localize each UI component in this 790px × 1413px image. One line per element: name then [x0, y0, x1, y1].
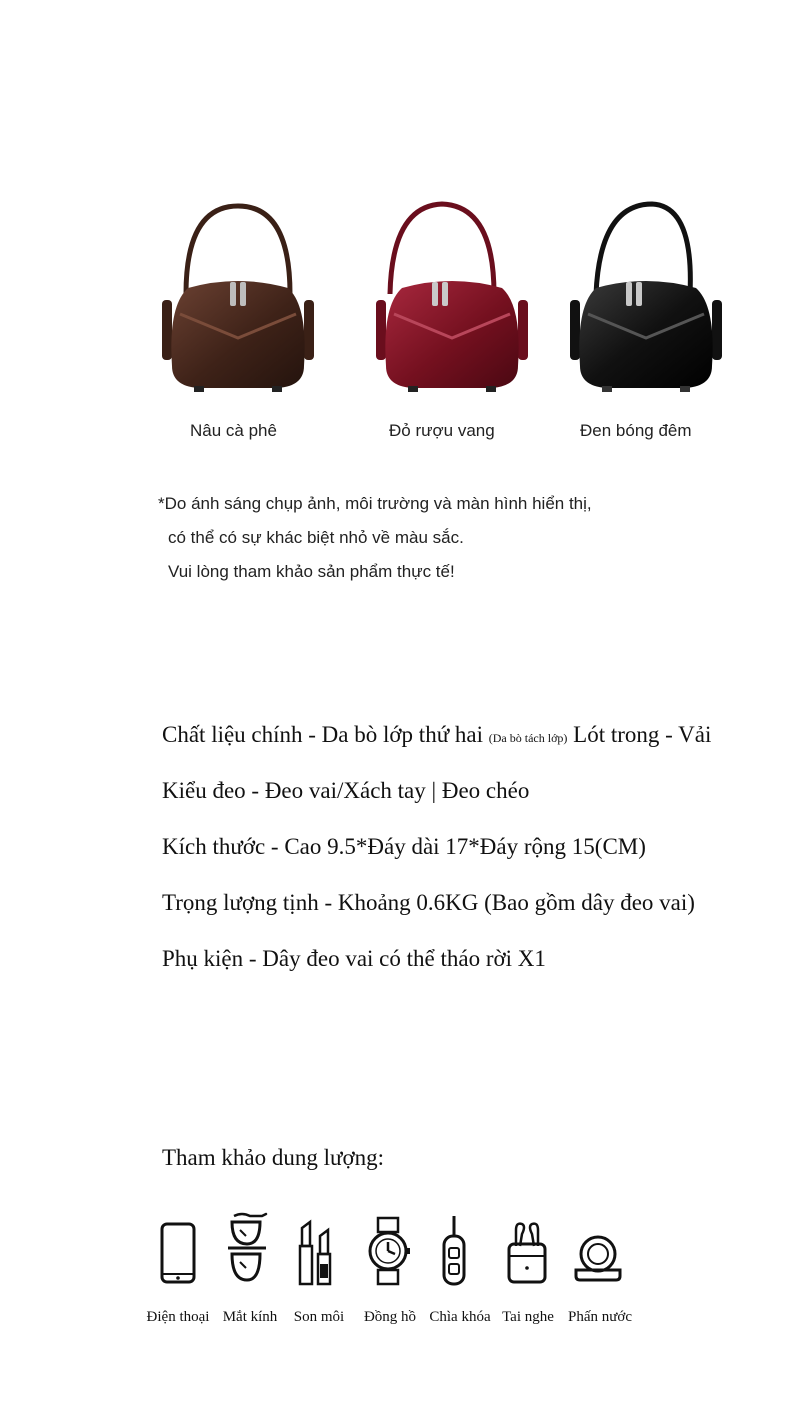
spec-accessory: Phụ kiện - Dây đeo vai có thể tháo rời X1 — [162, 946, 546, 971]
capacity-label-compact: Phấn nước — [568, 1309, 632, 1325]
capacity-label-watch: Đồng hồ — [363, 1309, 417, 1325]
capacity-label-earbuds: Tai nghe — [502, 1309, 554, 1325]
capacity-label-phone: Điện thoại — [146, 1309, 210, 1325]
bag-image-red — [372, 196, 532, 401]
car-key-icon — [432, 1212, 488, 1288]
compact-icon — [570, 1212, 626, 1288]
color-label-red: Đỏ rượu vang — [389, 421, 495, 440]
capacity-label-lipstick: Son môi — [293, 1309, 345, 1325]
capacity-label-key: Chìa khóa — [429, 1309, 491, 1325]
watch-icon — [360, 1212, 416, 1288]
capacity-icons — [0, 1212, 790, 1292]
color-disclaimer — [158, 487, 592, 589]
spec-style: Kiểu đeo - Đeo vai/Xách tay | Đeo chéo — [162, 778, 530, 803]
sunglasses-icon — [220, 1212, 276, 1288]
disclaimer-line: có thể có sự khác biệt nhỏ về màu sắc. — [168, 528, 464, 547]
disclaimer-line: *Do ánh sáng chụp ảnh, môi trường và màn hình hiển thị, — [158, 494, 592, 513]
spec-material-main: Chất liệu chính - Da bò lớp thứ hai — [162, 722, 489, 747]
spec-material — [162, 722, 711, 778]
bag-image-brown — [158, 196, 318, 401]
capacity-title: Tham khảo dung lượng: — [162, 1145, 385, 1170]
capacity-label-sunglasses: Mắt kính — [222, 1309, 278, 1325]
color-label-brown: Nâu cà phê — [190, 421, 277, 440]
lipstick-icon — [290, 1212, 346, 1288]
spec-material-lining: Lót trong - Vải — [567, 722, 712, 747]
phone-icon — [150, 1212, 206, 1288]
spec-material-note: (Da bò tách lớp) — [488, 731, 568, 745]
spec-size: Kích thước - Cao 9.5*Đáy dài 17*Đáy rộng 15(CM) — [162, 834, 646, 859]
spec-weight: Trọng lượng tịnh - Khoảng 0.6KG (Bao gồm dây đeo vai) — [162, 890, 695, 915]
earbuds-icon — [500, 1212, 556, 1288]
disclaimer-line: Vui lòng tham khảo sản phẩm thực tế! — [168, 562, 455, 581]
color-label-black: Đen bóng đêm — [580, 421, 692, 440]
spec-list — [162, 722, 711, 1002]
bag-image-black — [566, 196, 726, 401]
